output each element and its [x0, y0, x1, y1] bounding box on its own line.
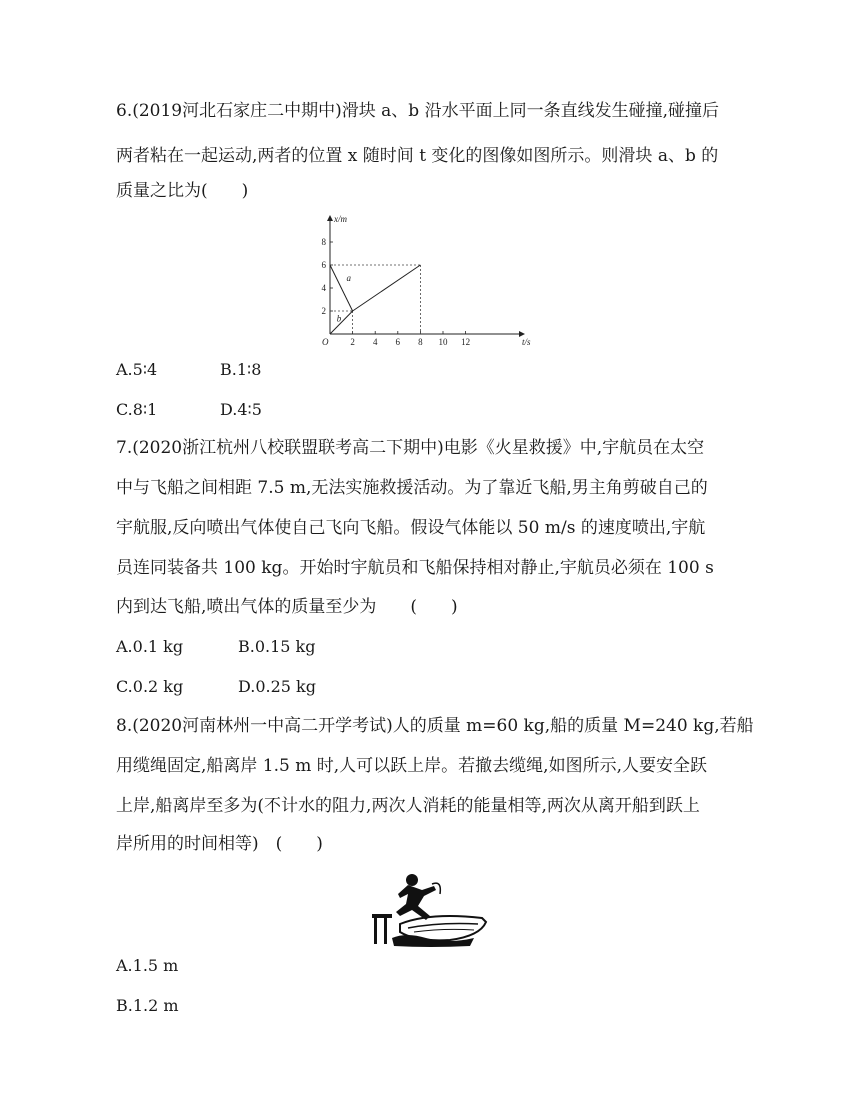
q6-line-1: 6.(2019河北石家庄二中期中)滑块 a、b 沿水平面上同一条直线发生碰撞,碰撞后 — [116, 101, 719, 121]
q8-line-4: 岸所用的时间相等) ( ) — [116, 834, 323, 854]
q6-line-3: 质量之比为( ) — [116, 181, 249, 201]
q8-line-3: 上岸,船离岸至多为(不计水的阻力,两次人消耗的能量相等,两次从离开船到跃上 — [116, 796, 700, 816]
person-jumping-from-boat-illustration — [370, 872, 490, 948]
q6-line-2: 两者粘在一起运动,两者的位置 x 随时间 t 变化的图像如图所示。则滑块 a、b 的 — [116, 146, 719, 166]
q7-line-2: 中与飞船之间相距 7.5 m,无法实施救援活动。为了靠近飞船,男主角剪破自己的 — [116, 478, 708, 498]
x-tick-label: 10 — [438, 337, 448, 347]
y-tick-label: 8 — [321, 237, 326, 247]
y-axis-label: x/m — [334, 214, 347, 224]
q6-option-c: C.8∶1 — [116, 400, 158, 419]
q7-option-d: D.0.25 kg — [238, 677, 316, 696]
y-tick-label: 4 — [321, 283, 326, 293]
x-tick-label: 2 — [350, 337, 355, 347]
y-tick-label: 6 — [321, 260, 326, 270]
x-axis-label: t/s — [522, 337, 531, 347]
q8-line-1: 8.(2020河南林州一中高二开学考试)人的质量 m=60 kg,船的质量 M=240 kg,若船 — [116, 716, 754, 736]
q8-option-b: B.1.2 m — [116, 996, 179, 1015]
series-label-b: b — [336, 313, 342, 324]
q6-option-a: A.5∶4 — [116, 360, 158, 379]
series-line-a — [330, 265, 353, 311]
series-line-b — [330, 311, 353, 334]
q7-line-3: 宇航服,反向喷出气体使自己飞向飞船。假设气体能以 50 m/s 的速度喷出,宇航 — [116, 518, 706, 538]
q8-line-2: 用缆绳固定,船离岸 1.5 m 时,人可以跃上岸。若撤去缆绳,如图所示,人要安全跃 — [116, 756, 707, 776]
q6-option-b: B.1∶8 — [220, 360, 262, 379]
q7-option-b: B.0.15 kg — [238, 637, 316, 656]
q7-line-4: 员连同装备共 100 kg。开始时宇航员和飞船保持相对静止,宇航员必须在 100 s — [116, 558, 714, 578]
q7-option-a: A.0.1 kg — [116, 637, 184, 656]
combined-motion-line — [353, 265, 421, 311]
position-time-chart — [316, 208, 546, 348]
q7-line-5: 内到达飞船,喷出气体的质量至少为 ( ) — [116, 597, 458, 617]
x-tick-label: 8 — [418, 337, 423, 347]
x-tick-label: 12 — [461, 337, 471, 347]
q8-option-a: A.1.5 m — [116, 956, 179, 975]
q7-line-1: 7.(2020浙江杭州八校联盟联考高二下期中)电影《火星救援》中,宇航员在太空 — [116, 438, 705, 458]
origin-label: O — [322, 337, 329, 347]
y-tick-label: 2 — [321, 306, 326, 316]
x-tick-label: 4 — [372, 337, 378, 347]
series-label-a: a — [346, 273, 352, 284]
x-tick-label: 6 — [395, 337, 401, 347]
q7-option-c: C.0.2 kg — [116, 677, 184, 696]
q6-option-d: D.4∶5 — [220, 400, 262, 419]
